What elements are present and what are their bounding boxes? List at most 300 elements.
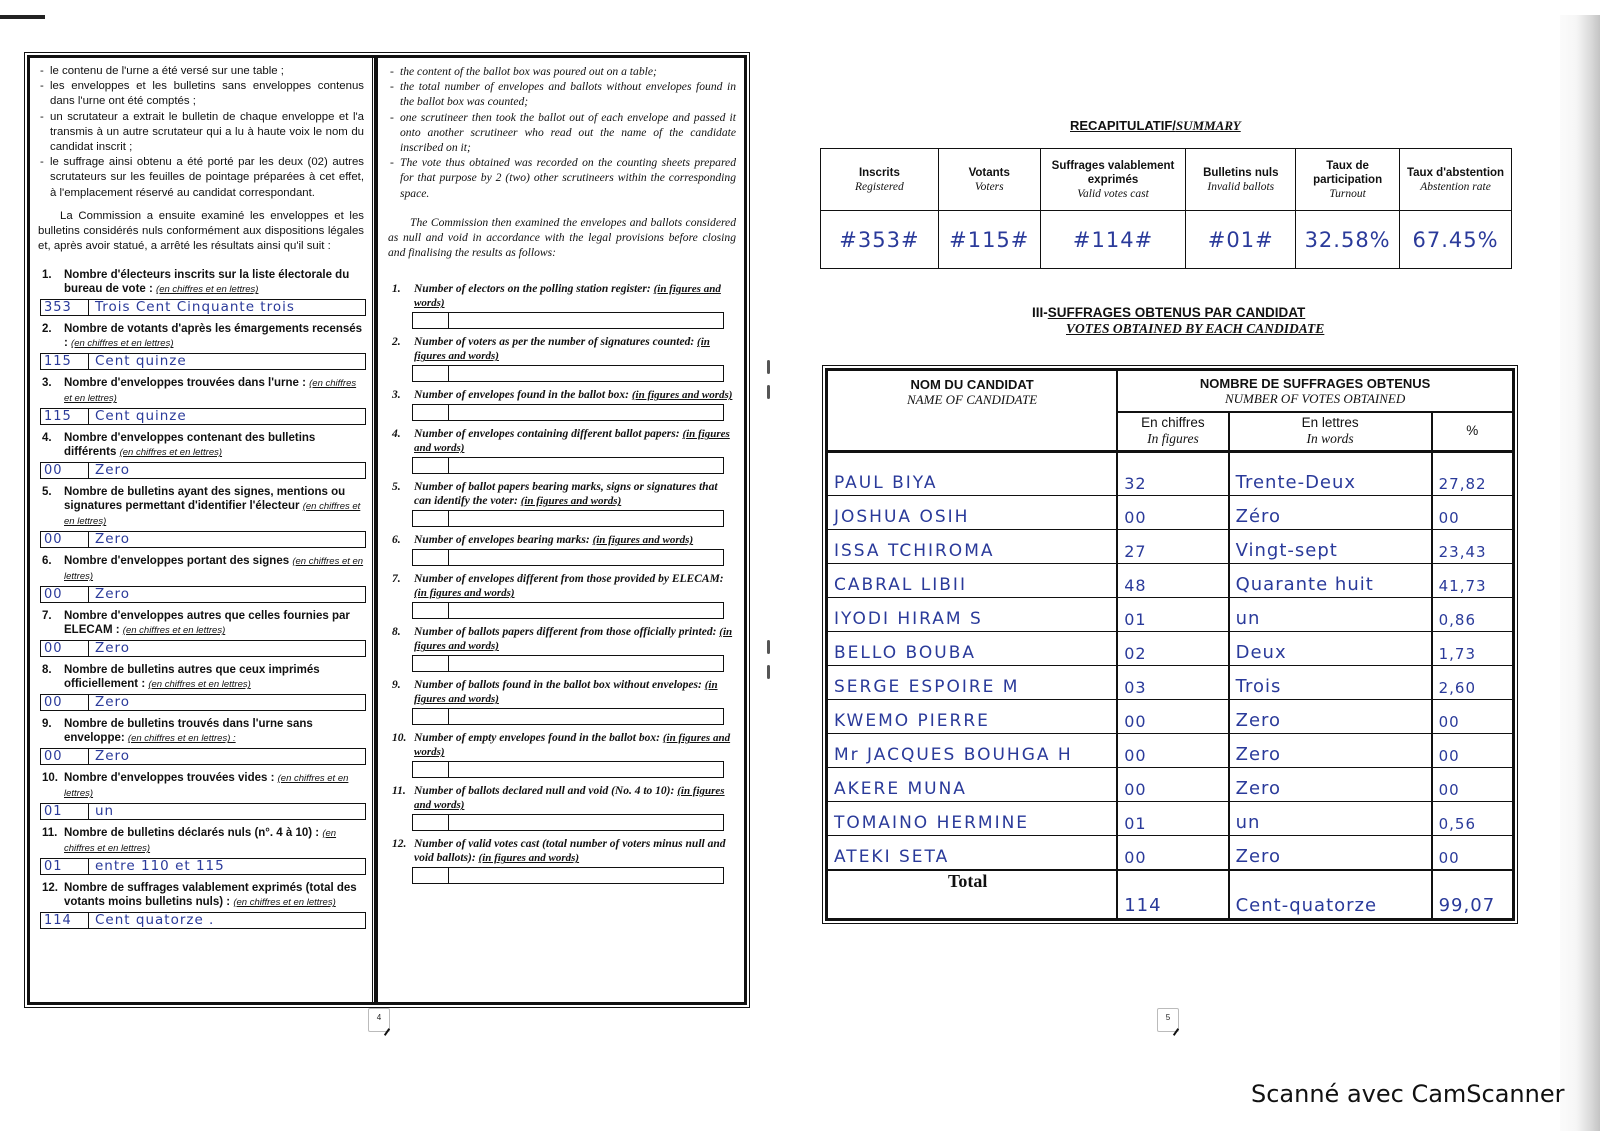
answer-figure[interactable]: 114 [41,913,89,928]
item-number: 7. [392,573,401,586]
item-question-text: Nombre de votants d'après les émargements recensés : [64,323,363,350]
item-question-text: Nombre d'enveloppes portant des signes [64,555,290,568]
answer-field[interactable] [412,761,724,778]
answer-words[interactable] [449,868,723,883]
answer-words[interactable] [449,313,723,328]
answer-figure[interactable] [413,815,449,830]
item-hint: (en chiffres et en lettres) [64,556,364,583]
item-number: 6. [392,534,401,547]
answer-figure[interactable] [413,762,449,777]
candidate-name: ISSA TCHIROMA [827,530,1118,564]
english-item [388,388,736,421]
item-hint: (in figures and words) [592,534,694,547]
answer-words[interactable]: Cent quinze [95,354,187,370]
candidate-row [827,496,1514,530]
answer-figure[interactable] [413,868,449,883]
answer-figure[interactable] [413,313,449,328]
item-question [388,282,736,310]
item-number: 11. [392,785,406,798]
page-number-left: 4 [368,1008,390,1032]
item-question [38,268,364,297]
candidate-row [827,530,1514,564]
answer-field[interactable] [412,312,724,329]
item-question [388,427,736,455]
answer-figure[interactable]: 00 [41,463,89,478]
bullet: - les enveloppes et les bulletins sans enveloppes contenus dans l'urne ont été comptés ; [38,79,364,109]
answer-field[interactable] [40,640,366,657]
english-item [388,678,736,725]
item-question [38,771,364,801]
candidate-row [827,836,1514,870]
header-percent: % [1432,412,1514,452]
page-number-right: 5 [1157,1008,1179,1032]
answer-words[interactable] [449,656,723,671]
bullet-text: the content of the ballot box was poured out on a table; [400,65,657,78]
candidate-votes-words: Zero [1229,734,1432,768]
candidate-percent: 00 [1432,734,1514,768]
camscanner-watermark: Scanné avec CamScanner [1251,1080,1565,1108]
summary-values-row [821,211,1512,269]
header-turnout: Taux de participation Turnout [1296,149,1400,211]
section-number: III- [1032,305,1048,320]
item-question [38,554,364,584]
item-question [38,609,364,638]
item-number: 10. [42,772,58,785]
item-hint: (en chiffres et en lettres) [233,897,336,909]
item-question-text: Number of envelopes found in the ballot box: [414,389,629,402]
answer-words[interactable] [449,709,723,724]
answer-field[interactable] [412,510,724,527]
item-hint: (in figures and words) [414,785,725,812]
item-number: 4. [42,432,52,445]
french-item [38,717,364,765]
answer-words[interactable] [449,366,723,381]
item-question-text: Nombre d'enveloppes trouvées vides : [64,772,275,785]
candidate-row [827,734,1514,768]
item-question-text: Nombre d'enveloppes contenant des bulletins différents [64,432,316,459]
item-question-text: Number of empty envelopes found in the ballot box: [414,732,660,745]
answer-field[interactable] [40,353,366,370]
answer-figure[interactable]: 01 [41,804,89,819]
candidate-percent: 23,43 [1432,530,1514,564]
item-question-text: Number of electors on the polling station register: [414,283,651,296]
summary-title-fr: RECAPITULATIF/ [1070,118,1176,133]
candidate-name: TOMAINO HERMINE [827,802,1118,836]
candidate-votes-figure: 27 [1117,530,1228,564]
item-question [388,625,736,653]
candidate-votes-words: Zero [1229,836,1432,870]
item-question [38,717,364,746]
bullet: - le contenu de l'urne a été versé sur une table ; [38,64,364,79]
candidate-votes-figure: 00 [1117,700,1228,734]
bullet-text: le suffrage ainsi obtenu a été porté par les deux (02) autres scrutateurs sur les feuilles de pointage préparées à cet effet, à l'emplacement réservé au candidat correspondant. [50,156,364,199]
item-number: 12. [392,838,407,851]
answer-field[interactable] [412,365,724,382]
bullet: - The vote thus obtained was recorded on the counting sheets prepared for that purpose by 2 (two) other scrutineers within the corresponding space. [390,156,736,200]
candidate-percent: 00 [1432,836,1514,870]
header-candidate-name: NOM DU CANDIDAT NAME OF CANDIDATE [827,370,1118,452]
english-items-list [388,282,736,884]
answer-figure[interactable] [413,405,449,420]
item-question [38,322,364,351]
french-item [38,376,364,425]
item-question-text: Number of ballots papers different from those officially printed: [414,626,717,639]
candidate-name: SERGE ESPOIRE M [827,666,1118,700]
bullet: - the total number of envelopes and ballots without envelopes found in the ballot box was counted; [390,80,736,109]
candidate-name: PAUL BIYA [827,462,1118,496]
answer-field[interactable] [40,803,366,820]
value-registered: #353# [821,211,939,269]
item-hint: (en chiffres et en lettres) [64,828,337,855]
answer-figure[interactable]: 00 [41,532,89,547]
english-item [388,784,736,831]
bullet-text: les enveloppes et les bulletins sans enveloppes contenus dans l'urne ont été comptés ; [50,80,364,108]
answer-field[interactable] [412,404,724,421]
bullet: - the content of the ballot box was poured out on a table; [388,64,736,79]
candidate-votes-words: Trois [1229,666,1432,700]
item-question [388,335,736,363]
candidate-name: JOSHUA OSIH [827,496,1118,530]
candidate-name: BELLO BOUBA [827,632,1118,666]
english-item [388,731,736,778]
candidate-votes-figure: 48 [1117,564,1228,598]
page-edge-shadow [1560,15,1600,1131]
french-item [38,826,364,875]
item-hint: (en chiffres et en lettres) [148,679,251,691]
bullet: - one scrutineer then took the ballot out of each envelope and passed it onto another scrutineer who read out the name of the candidate inscribed on it; [390,110,736,155]
answer-words[interactable]: Cent quatorze . [95,913,215,929]
answer-field[interactable] [412,814,724,831]
item-number: 10. [392,732,407,745]
french-item [38,485,364,548]
item-number: 6. [42,555,52,568]
header-spacer [827,452,1514,462]
answer-figure[interactable] [413,366,449,381]
answer-field[interactable] [40,299,366,316]
english-item [388,480,736,527]
votes-title-fr: SUFFRAGES OBTENUS PAR CANDIDAT [1047,305,1306,320]
item-hint: (in figures and words) [631,389,733,402]
header-registered: Inscrits Registered [821,149,939,211]
item-hint: (in figures and words) [414,283,721,310]
answer-words[interactable] [449,762,723,777]
candidate-votes-figure: 00 [1117,734,1228,768]
item-question-text: Nombre de suffrages valablement exprimés (total des votants moins bulletins nuls) : [64,882,357,909]
header-invalid-ballots: Bulletins nuls Invalid ballots [1186,149,1296,211]
votes-title-en: VOTES OBTAINED BY EACH CANDIDATE [1066,321,1325,336]
item-question-text: Number of ballots declared null and void (No. 4 to 10): [414,785,675,798]
scan-artifact [0,15,45,19]
french-item [38,268,364,316]
french-item [38,554,364,603]
french-item [38,881,364,929]
answer-figure[interactable] [413,603,449,618]
total-row [827,870,1514,920]
item-question-text: Nombre de bulletins trouvés dans l'urne sans enveloppe: [64,718,313,745]
item-hint: (en chiffres et en lettres) [119,447,223,459]
answer-field[interactable] [412,602,724,619]
binder-mark [767,640,770,654]
candidate-percent: 2,60 [1432,666,1514,700]
french-items-list [38,268,364,929]
summary-header-row [821,149,1512,211]
english-column [375,58,744,1002]
english-item [388,533,736,566]
item-question-text: Nombre de bulletins déclarés nuls (n°. 4 à 10) : [64,827,320,840]
french-item [38,322,364,370]
candidate-votes-words: Deux [1229,632,1432,666]
answer-figure[interactable]: 115 [41,354,89,369]
item-question-text: Number of voters as per the number of signatures counted: [414,336,695,349]
english-item [388,572,736,619]
candidate-row [827,462,1514,496]
header-in-figures: En chiffres In figures [1117,412,1228,452]
french-intro [38,64,364,254]
candidate-votes-words: Vingt-sept [1229,530,1432,564]
item-question-text: Nombre d'électeurs inscrits sur la liste électorale du bureau de vote : [64,269,350,296]
answer-words[interactable]: entre 110 et 115 [95,859,225,875]
total-label: Total [827,870,1118,920]
value-abstention: 67.45% [1400,211,1512,269]
candidate-row [827,564,1514,598]
answer-field[interactable] [412,655,724,672]
header-valid-votes: Suffrages valablement exprimés Valid votes cast [1040,149,1186,211]
candidate-votes-figure: 03 [1117,666,1228,700]
item-hint: (in figures and words) [414,336,710,363]
candidate-votes-words: un [1229,802,1432,836]
item-question [388,678,736,706]
answer-field[interactable] [40,694,366,711]
answer-figure[interactable] [413,709,449,724]
answer-figure[interactable]: 115 [41,409,89,424]
item-question [388,784,736,812]
item-number: 1. [42,269,52,282]
item-number: 2. [392,336,401,349]
answer-words[interactable]: un [95,804,115,820]
answer-figure[interactable] [413,511,449,526]
candidate-percent: 0,86 [1432,598,1514,632]
summary-table [820,148,1512,269]
answer-words[interactable]: Zero [95,641,131,657]
item-hint: (in figures and words) [478,852,580,865]
answer-words[interactable] [449,550,723,565]
item-question [388,480,736,508]
answer-words[interactable] [449,603,723,618]
bullet-text: the total number of envelopes and ballots without envelopes found in the ballot box was counted; [400,80,736,109]
item-question-text: Number of envelopes bearing marks: [414,534,590,547]
value-voters: #115# [938,211,1040,269]
left-page-frame [27,55,747,1005]
item-question-text: Nombre d'enveloppes trouvées dans l'urne : [64,377,306,390]
item-question-text: Number of envelopes containing different ballot papers: [414,428,680,441]
french-paragraph: La Commission a ensuite examiné les enveloppes et les bulletins considérés nuls conformément aux dispositions légales et, après avoir statué, a arrêté les résultats ainsi qu'il suit : [38,209,364,253]
answer-figure[interactable] [413,656,449,671]
candidate-row [827,598,1514,632]
candidate-name: CABRAL LIBII [827,564,1118,598]
french-column [30,58,375,1002]
english-item [388,427,736,474]
candidate-name: Mr JACQUES BOUHGA H [827,734,1118,768]
value-invalid-ballots: #01# [1186,211,1296,269]
value-turnout: 32.58% [1296,211,1400,269]
candidate-votes-words: Trente-Deux [1229,462,1432,496]
candidate-votes-figure: 32 [1117,462,1228,496]
answer-field[interactable] [412,708,724,725]
answer-field[interactable] [40,748,366,765]
item-question [38,376,364,406]
bullet-text: le contenu de l'urne a été versé sur une table ; [50,65,284,77]
candidate-percent: 00 [1432,496,1514,530]
answer-words[interactable]: Zero [95,749,131,765]
candidate-votes-figure: 00 [1117,768,1228,802]
english-item [388,335,736,382]
english-paragraph: The Commission then examined the envelopes and ballots considered as null and void in accordance with the legal provisions before closing and finalising the results as follows: [388,215,736,260]
answer-words[interactable] [449,511,723,526]
item-number: 2. [42,323,52,336]
answer-words[interactable] [449,815,723,830]
english-item [388,282,736,329]
binder-mark [767,385,770,399]
candidate-votes-words: Zero [1229,768,1432,802]
answer-figure[interactable]: 353 [41,300,89,315]
bullet-text: one scrutineer then took the ballot out of each envelope and passed it onto another scrutineer who read out the name of the candidate inscribed on it; [400,110,736,155]
bullet: - le suffrage ainsi obtenu a été porté par les deux (02) autres scrutateurs sur les feuilles de pointage préparées à cet effet, à l'emplacement réservé au candidat correspondant. [38,155,364,201]
candidate-name: ATEKI SETA [827,836,1118,870]
answer-field[interactable] [40,912,366,929]
item-hint: (en chiffres et en lettres) [64,501,361,528]
answer-figure[interactable]: 00 [41,695,89,710]
item-question [388,388,736,402]
item-question [388,572,736,600]
answer-field[interactable] [40,586,366,603]
english-item [388,837,736,884]
item-question [38,826,364,856]
french-item [38,771,364,820]
item-hint: (en chiffres et en lettres) : [127,733,236,745]
binder-mark [767,360,770,374]
item-question [38,663,364,692]
candidate-row [827,632,1514,666]
candidate-votes-figure: 02 [1117,632,1228,666]
answer-figure[interactable] [413,550,449,565]
binder-mark [767,665,770,679]
item-number: 7. [42,610,52,623]
answer-words[interactable] [449,458,723,473]
item-hint: (in figures and words) [414,732,731,759]
answer-words[interactable]: Zero [95,463,131,479]
answer-field[interactable] [412,867,724,884]
item-hint: (en chiffres et en lettres) [64,378,357,405]
answer-field[interactable] [40,408,366,425]
candidate-percent: 00 [1432,768,1514,802]
header-in-words: En lettres In words [1229,412,1432,452]
candidate-name: AKERE MUNA [827,768,1118,802]
item-number: 12. [42,882,58,895]
item-hint: (in figures and words) [414,679,718,706]
item-number: 8. [392,626,401,639]
answer-figure[interactable]: 00 [41,749,89,764]
item-question-text: Nombre d'enveloppes autres que celles fournies par ELECAM : [64,610,350,637]
answer-words[interactable]: Cent quinze [95,409,187,425]
item-question-text: Number of valid votes cast (total number of voters minus null and void ballots): [414,838,726,865]
candidate-votes-words: Quarante huit [1229,564,1432,598]
total-words: Cent-quatorze [1229,870,1432,920]
answer-figure[interactable]: 00 [41,641,89,656]
candidate-percent: 1,73 [1432,632,1514,666]
item-question [38,485,364,529]
bullet-text: The vote thus obtained was recorded on the counting sheets prepared for that purpose by 2 (two) other scrutineers within the corresponding space. [400,156,736,200]
candidate-row [827,666,1514,700]
answer-field[interactable] [40,531,366,548]
header-votes-obtained: NOMBRE DE SUFFRAGES OBTENUS NUMBER OF VOTES OBTAINED [1117,370,1513,412]
item-hint: (in figures and words) [414,587,515,600]
item-number: 9. [392,679,401,692]
answer-field[interactable] [412,457,724,474]
item-hint: (en chiffres et en lettres) [122,625,226,637]
candidate-votes-figure: 01 [1117,598,1228,632]
candidate-votes-figure: 00 [1117,836,1228,870]
item-number: 3. [42,377,52,390]
item-hint: (en chiffres et en lettres) [156,284,259,296]
answer-field[interactable] [412,549,724,566]
candidate-votes-words: Zéro [1229,496,1432,530]
item-number: 5. [42,486,52,499]
total-percent: 99,07 [1432,870,1514,920]
item-number: 5. [392,481,401,494]
candidate-percent: 00 [1432,700,1514,734]
answer-field[interactable] [40,462,366,479]
answer-figure[interactable]: 01 [41,859,89,874]
votes-table [825,368,1515,921]
item-number: 11. [42,827,58,840]
item-number: 1. [392,283,401,296]
candidate-row [827,700,1514,734]
french-item [38,609,364,657]
candidate-percent: 0,56 [1432,802,1514,836]
english-intro [388,64,736,260]
answer-words[interactable]: Zero [95,587,131,603]
summary-title [1070,118,1241,134]
candidate-row [827,802,1514,836]
item-question [388,731,736,759]
answer-words[interactable] [449,405,723,420]
item-number: 3. [392,389,401,402]
candidate-percent: 27,82 [1432,462,1514,496]
item-question [388,533,736,547]
candidate-votes-figure: 00 [1117,496,1228,530]
candidate-votes-words: un [1229,598,1432,632]
votes-header-row [827,370,1514,412]
item-question [38,881,364,910]
french-item [38,431,364,479]
item-number: 9. [42,718,52,731]
item-hint: (in figures and words) [520,495,622,508]
item-question [388,837,736,865]
item-question-text: Nombre de bulletins autres que ceux imprimés officiellement : [64,664,320,691]
answer-figure[interactable] [413,458,449,473]
item-question-text: Number of ballots found in the ballot box without envelopes: [414,679,702,692]
total-figure: 114 [1117,870,1228,920]
answer-words[interactable]: Zero [95,695,131,711]
candidate-votes-figure: 01 [1117,802,1228,836]
candidate-name: KWEMO PIERRE [827,700,1118,734]
answer-field[interactable] [40,858,366,875]
answer-figure[interactable]: 00 [41,587,89,602]
answer-words[interactable]: Trois Cent Cinquante trois [95,300,295,316]
item-hint: (en chiffres et en lettres) [71,338,174,350]
answer-words[interactable]: Zero [95,532,131,548]
french-item [38,663,364,711]
